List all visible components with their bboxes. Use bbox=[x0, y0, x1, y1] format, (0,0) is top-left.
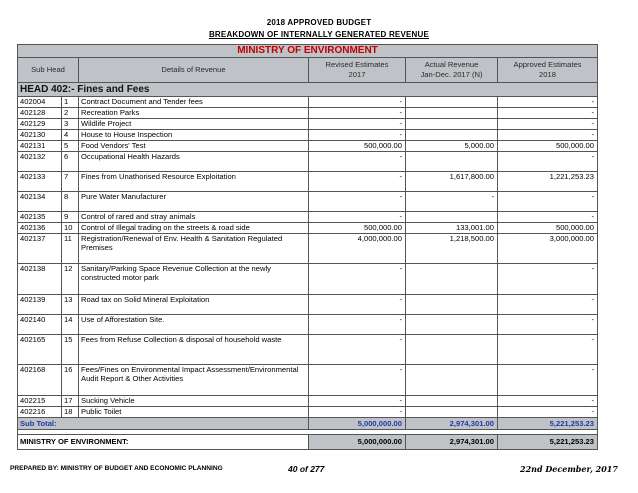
table-row bbox=[18, 108, 598, 119]
prepared-by: PREPARED BY: MINISTRY OF BUDGET AND ECONOMIC PLANNING bbox=[10, 465, 223, 472]
row-details: Recreation Parks bbox=[79, 108, 309, 119]
revenue-table-container bbox=[17, 44, 597, 450]
row-number: 6 bbox=[62, 152, 79, 172]
row-number: 14 bbox=[62, 315, 79, 335]
row-code: 402135 bbox=[18, 212, 62, 223]
col-actual-line2: Jan-Dec. 2017 (N) bbox=[420, 70, 483, 79]
total-revised: 5,000,000.00 bbox=[309, 435, 406, 450]
col-actual bbox=[406, 58, 498, 83]
row-code: 402130 bbox=[18, 130, 62, 141]
document-subtitle: BREAKDOWN OF INTERNALLY GENERATED REVENUE bbox=[208, 30, 430, 39]
row-approved: 3,000,000.00 bbox=[498, 234, 598, 264]
row-code: 402134 bbox=[18, 192, 62, 212]
row-number: 8 bbox=[62, 192, 79, 212]
row-actual bbox=[406, 212, 498, 223]
row-revised: - bbox=[309, 119, 406, 130]
row-details: Wildlife Project bbox=[79, 119, 309, 130]
row-details: Pure Water Manufacturer bbox=[79, 192, 309, 212]
row-actual bbox=[406, 315, 498, 335]
row-number: 2 bbox=[62, 108, 79, 119]
row-actual bbox=[406, 108, 498, 119]
row-approved: 1,221,253.23 bbox=[498, 172, 598, 192]
row-actual bbox=[406, 264, 498, 295]
row-code: 402133 bbox=[18, 172, 62, 192]
col-revised bbox=[309, 58, 406, 83]
row-code: 402215 bbox=[18, 396, 62, 407]
row-revised: - bbox=[309, 212, 406, 223]
table-row bbox=[18, 264, 598, 295]
row-actual: - bbox=[406, 192, 498, 212]
row-actual: 5,000.00 bbox=[406, 141, 498, 152]
row-number: 17 bbox=[62, 396, 79, 407]
col-approved-line2: 2018 bbox=[539, 70, 556, 79]
row-details: Road tax on Solid Mineral Exploitation bbox=[79, 295, 309, 315]
row-approved: - bbox=[498, 130, 598, 141]
row-approved: - bbox=[498, 119, 598, 130]
table-row bbox=[18, 192, 598, 212]
table-row bbox=[18, 152, 598, 172]
row-revised: - bbox=[309, 152, 406, 172]
row-revised: - bbox=[309, 97, 406, 108]
row-approved: - bbox=[498, 97, 598, 108]
table-row bbox=[18, 141, 598, 152]
head-row bbox=[18, 83, 598, 97]
table-row bbox=[18, 130, 598, 141]
row-approved: - bbox=[498, 295, 598, 315]
row-details: Use of Afforestation Site. bbox=[79, 315, 309, 335]
row-actual: 133,001.00 bbox=[406, 223, 498, 234]
column-header-row bbox=[18, 58, 598, 83]
row-code: 402168 bbox=[18, 365, 62, 396]
row-revised: - bbox=[309, 264, 406, 295]
table-row bbox=[18, 365, 598, 396]
row-approved: - bbox=[498, 264, 598, 295]
row-code: 402137 bbox=[18, 234, 62, 264]
row-revised: - bbox=[309, 335, 406, 365]
row-approved: 500,000.00 bbox=[498, 223, 598, 234]
row-approved: - bbox=[498, 407, 598, 418]
row-approved: - bbox=[498, 335, 598, 365]
row-approved: - bbox=[498, 365, 598, 396]
row-actual bbox=[406, 152, 498, 172]
total-label: MINISTRY OF ENVIRONMENT: bbox=[18, 435, 309, 450]
col-approved bbox=[498, 58, 598, 83]
footer-date: 22nd December, 2017 bbox=[520, 464, 618, 474]
col-sub-head: Sub Head bbox=[18, 58, 79, 83]
document-title: 2018 APPROVED BUDGET bbox=[266, 18, 372, 27]
row-details: Fees from Refuse Collection & disposal of household waste bbox=[79, 335, 309, 365]
table-row bbox=[18, 234, 598, 264]
row-actual bbox=[406, 130, 498, 141]
row-revised: - bbox=[309, 315, 406, 335]
col-approved-line1: Approved Estimates bbox=[513, 60, 582, 69]
row-actual bbox=[406, 335, 498, 365]
row-details: Occupational Health Hazards bbox=[79, 152, 309, 172]
head-title: HEAD 402:- Fines and Fees bbox=[18, 83, 598, 97]
row-details: Fees/Fines on Environmental Impact Assessment/Environmental Audit Report & Other Activities bbox=[79, 365, 309, 396]
row-code: 402129 bbox=[18, 119, 62, 130]
row-actual bbox=[406, 407, 498, 418]
col-details: Details of Revenue bbox=[79, 58, 309, 83]
subtotal-row bbox=[18, 418, 598, 430]
total-row bbox=[18, 435, 598, 450]
page-number: 40 of 277 bbox=[288, 464, 325, 474]
table-row bbox=[18, 119, 598, 130]
total-actual: 2,974,301.00 bbox=[406, 435, 498, 450]
row-approved: - bbox=[498, 108, 598, 119]
row-details: Fines from Unathorised Resource Exploitation bbox=[79, 172, 309, 192]
table-row bbox=[18, 223, 598, 234]
row-code: 402216 bbox=[18, 407, 62, 418]
row-number: 12 bbox=[62, 264, 79, 295]
row-details: Registration/Renewal of Env. Health & Sanitation Regulated Premises bbox=[79, 234, 309, 264]
row-code: 402139 bbox=[18, 295, 62, 315]
row-actual bbox=[406, 119, 498, 130]
row-approved: - bbox=[498, 315, 598, 335]
row-number: 10 bbox=[62, 223, 79, 234]
row-details: Contract Document and Tender fees bbox=[79, 97, 309, 108]
row-details: Public Toilet bbox=[79, 407, 309, 418]
col-revised-line1: Revised Estimates bbox=[325, 60, 389, 69]
col-actual-line1: Actual Revenue bbox=[424, 60, 479, 69]
table-row bbox=[18, 315, 598, 335]
row-revised: - bbox=[309, 365, 406, 396]
ministry-header-row bbox=[18, 45, 598, 58]
row-approved: - bbox=[498, 192, 598, 212]
row-code: 402165 bbox=[18, 335, 62, 365]
row-actual bbox=[406, 295, 498, 315]
row-number: 4 bbox=[62, 130, 79, 141]
revenue-table bbox=[17, 44, 598, 450]
col-revised-line2: 2017 bbox=[348, 70, 366, 79]
total-approved: 5,221,253.23 bbox=[498, 435, 598, 450]
row-number: 7 bbox=[62, 172, 79, 192]
row-details: House to House Inspection bbox=[79, 130, 309, 141]
table-row bbox=[18, 295, 598, 315]
row-actual: 1,218,500.00 bbox=[406, 234, 498, 264]
row-approved: - bbox=[498, 212, 598, 223]
subtotal-label: Sub Total: bbox=[18, 418, 309, 430]
row-code: 402004 bbox=[18, 97, 62, 108]
row-details: Sanitary/Parking Space Revenue Collection at the newly constructed motor park bbox=[79, 264, 309, 295]
table-row bbox=[18, 396, 598, 407]
row-approved: - bbox=[498, 152, 598, 172]
table-row bbox=[18, 97, 598, 108]
row-details: Control of rared and stray animals bbox=[79, 212, 309, 223]
row-approved: - bbox=[498, 396, 598, 407]
row-code: 402138 bbox=[18, 264, 62, 295]
ministry-name: MINISTRY OF ENVIRONMENT bbox=[18, 45, 598, 58]
row-approved: 500,000.00 bbox=[498, 141, 598, 152]
row-number: 5 bbox=[62, 141, 79, 152]
table-row bbox=[18, 335, 598, 365]
table-row bbox=[18, 212, 598, 223]
row-code: 402136 bbox=[18, 223, 62, 234]
row-number: 9 bbox=[62, 212, 79, 223]
row-number: 18 bbox=[62, 407, 79, 418]
subtotal-approved: 5,221,253.23 bbox=[498, 418, 598, 430]
row-revised: 500,000.00 bbox=[309, 141, 406, 152]
row-number: 11 bbox=[62, 234, 79, 264]
row-revised: - bbox=[309, 108, 406, 119]
row-revised: - bbox=[309, 172, 406, 192]
row-revised: 500,000.00 bbox=[309, 223, 406, 234]
row-code: 402132 bbox=[18, 152, 62, 172]
row-number: 1 bbox=[62, 97, 79, 108]
row-number: 13 bbox=[62, 295, 79, 315]
row-actual: 1,617,800.00 bbox=[406, 172, 498, 192]
row-revised: - bbox=[309, 130, 406, 141]
row-actual bbox=[406, 97, 498, 108]
subtotal-actual: 2,974,301.00 bbox=[406, 418, 498, 430]
row-revised: 4,000,000.00 bbox=[309, 234, 406, 264]
row-details: Control of Illegal trading on the streets & road side bbox=[79, 223, 309, 234]
row-code: 402131 bbox=[18, 141, 62, 152]
subtotal-revised: 5,000,000.00 bbox=[309, 418, 406, 430]
table-row bbox=[18, 407, 598, 418]
row-revised: - bbox=[309, 407, 406, 418]
row-code: 402128 bbox=[18, 108, 62, 119]
row-details: Food Vendors' Test bbox=[79, 141, 309, 152]
row-revised: - bbox=[309, 295, 406, 315]
row-revised: - bbox=[309, 192, 406, 212]
row-details: Sucking Vehicle bbox=[79, 396, 309, 407]
row-number: 3 bbox=[62, 119, 79, 130]
row-code: 402140 bbox=[18, 315, 62, 335]
row-number: 15 bbox=[62, 335, 79, 365]
page-footer bbox=[0, 465, 638, 477]
row-number: 16 bbox=[62, 365, 79, 396]
table-row bbox=[18, 172, 598, 192]
row-actual bbox=[406, 365, 498, 396]
row-actual bbox=[406, 396, 498, 407]
row-revised: - bbox=[309, 396, 406, 407]
